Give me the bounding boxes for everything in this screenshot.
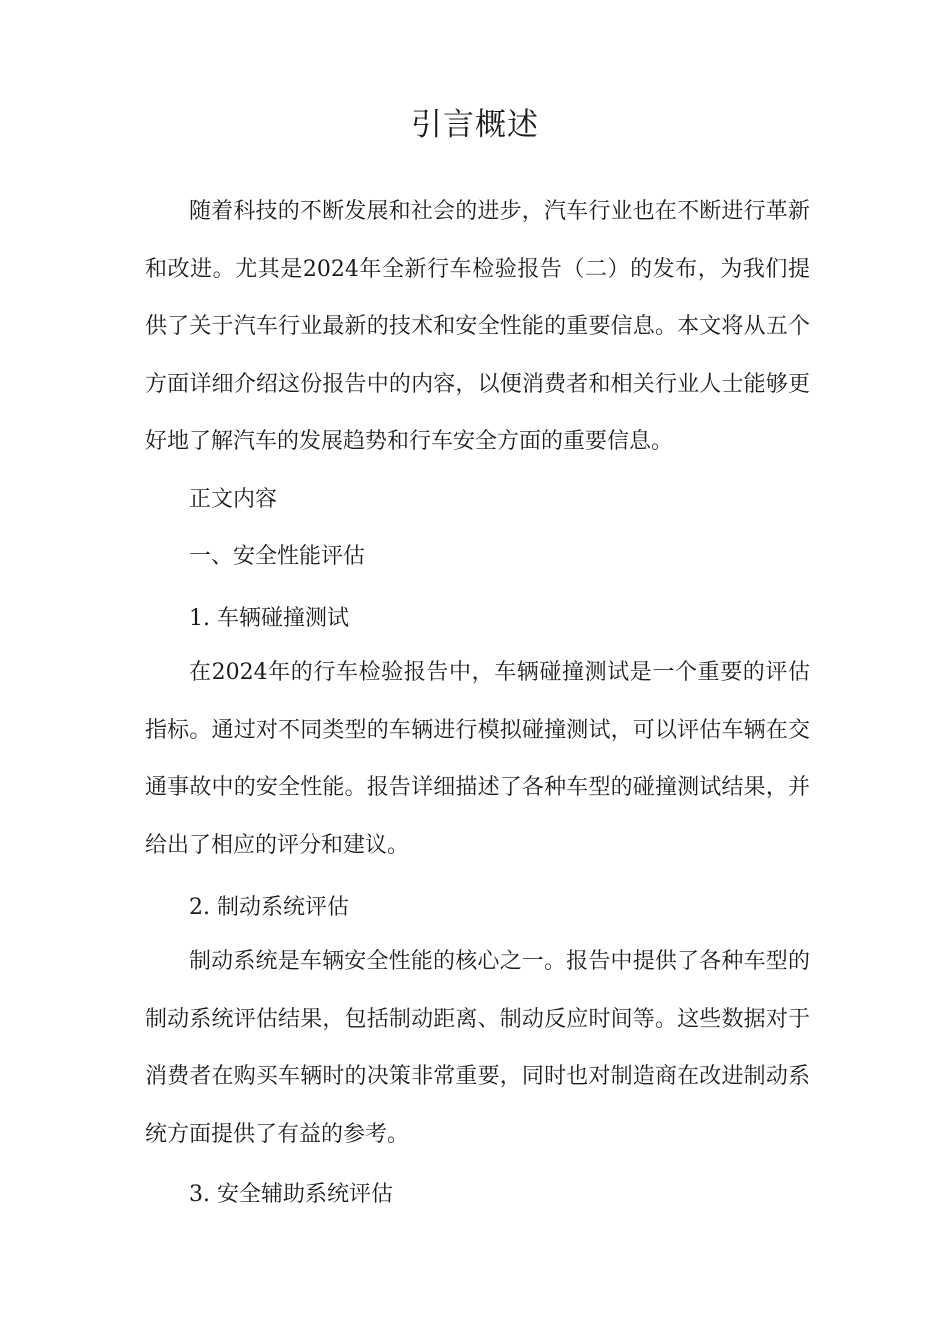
section-heading-safety: 一、安全性能评估 bbox=[189, 544, 366, 569]
subheading-brake-system: 2. 制动系统评估 bbox=[189, 895, 349, 920]
paragraph-crash-test: 在2024年的行车检验报告中，车辆碰撞测试是一个重要的评估指标。通过对不同类型的车辆进行模拟碰撞测试，可以评估车辆在交通事故中的安全性能。报告详细描述了各种车型的碰撞测试结果，并给出了相应的评分和建议。 bbox=[145, 660, 810, 858]
body-heading: 正文内容 bbox=[189, 487, 278, 512]
intro-paragraph: 随着科技的不断发展和社会的进步，汽车行业也在不断进行革新和改进。尤其是2024年全新行车检验报告（二）的发布，为我们提供了关于汽车行业最新的技术和安全性能的重要信息。本文将从五个方面详细介绍这份报告中的内容，以便消费者和相关行业人士能够更好地了解汽车的发展趋势和行车安全方面的重要信息。 bbox=[145, 199, 810, 455]
document-title: 引言概述 bbox=[411, 107, 539, 143]
subheading-safety-assist: 3. 安全辅助系统评估 bbox=[189, 1182, 393, 1207]
subheading-crash-test: 1. 车辆碰撞测试 bbox=[189, 606, 349, 631]
paragraph-brake-system: 制动系统是车辆安全性能的核心之一。报告中提供了各种车型的制动系统评估结果，包括制动距离、制动反应时间等。这些数据对于消费者在购买车辆时的决策非常重要，同时也对制造商在改进制动系统方面提供了有益的参考。 bbox=[145, 949, 810, 1147]
